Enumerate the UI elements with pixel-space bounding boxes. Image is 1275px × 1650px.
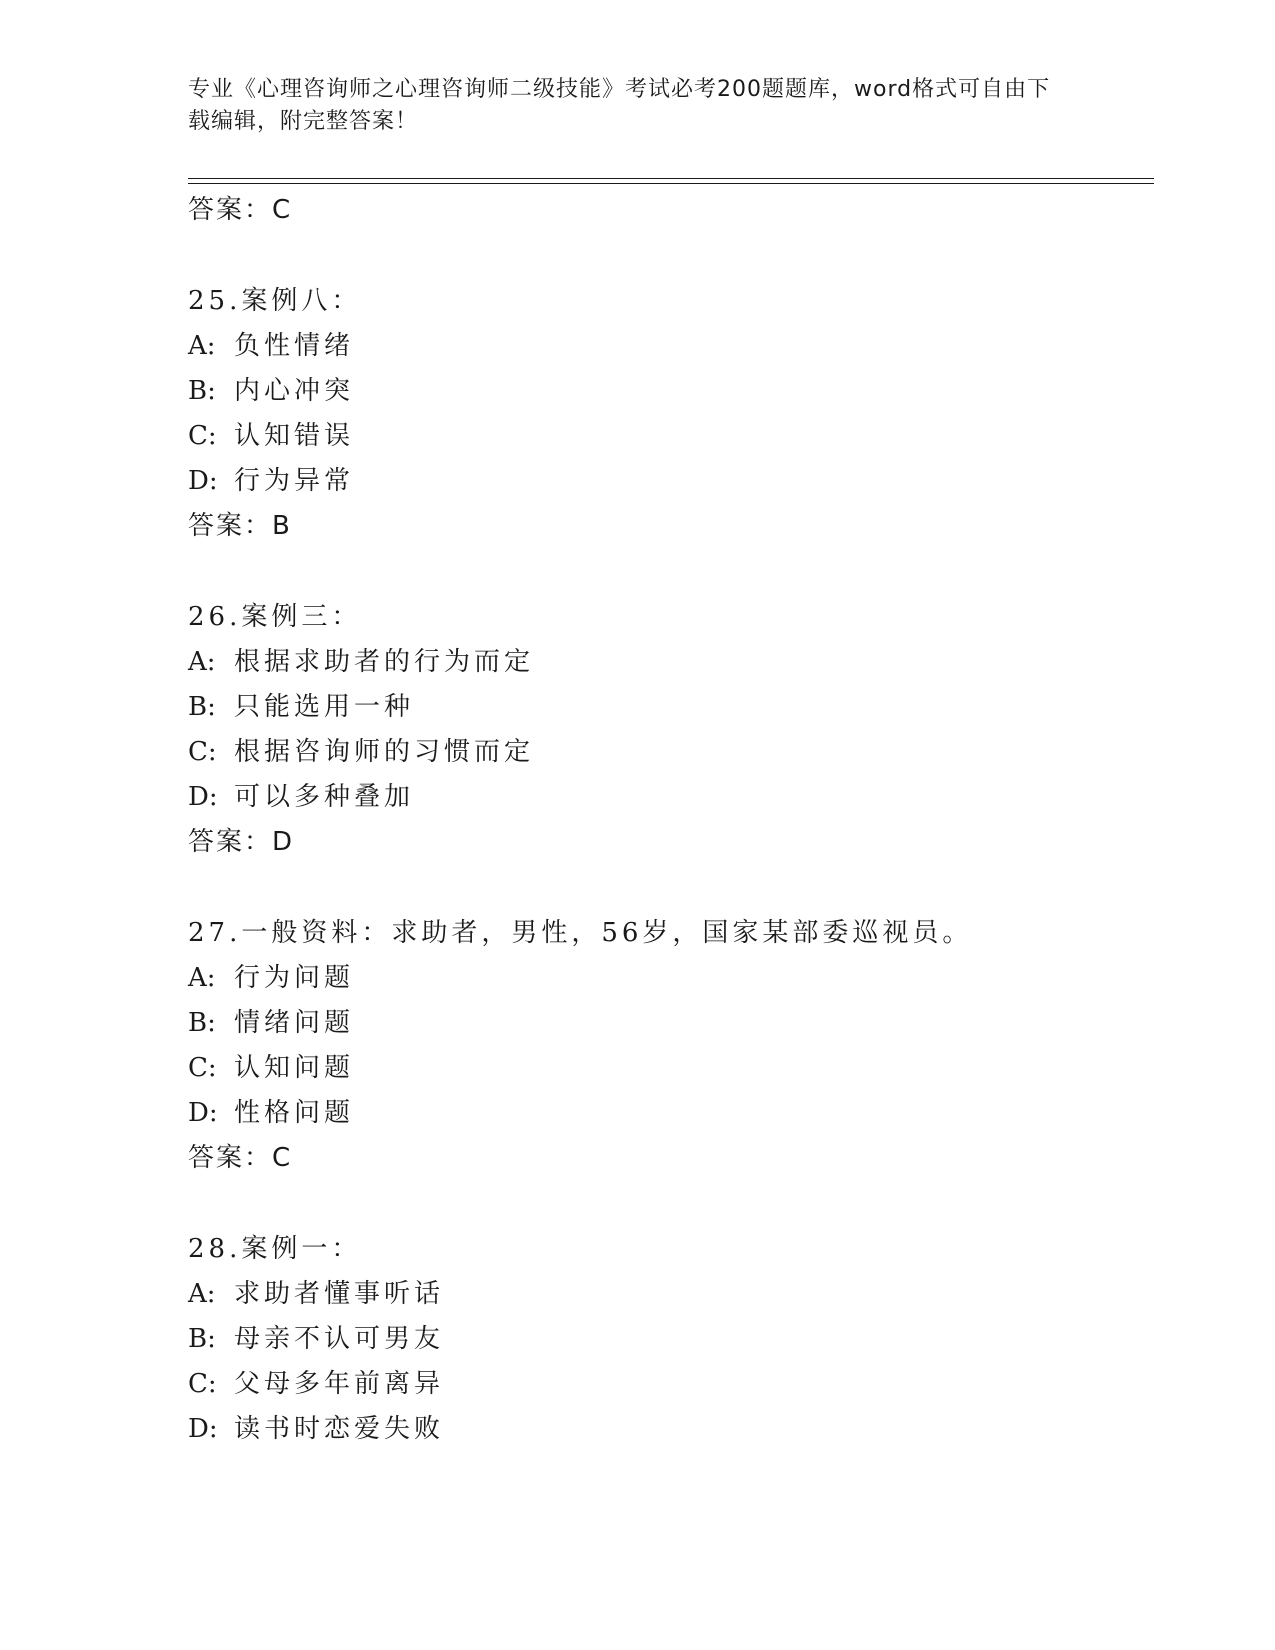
option-letter: C:: [188, 1053, 217, 1083]
option-text: 行为问题: [234, 963, 355, 993]
option-a: [188, 1272, 1148, 1317]
option-letter: B:: [188, 692, 216, 722]
option-letter: B:: [188, 1324, 216, 1354]
option-a: [188, 640, 1148, 685]
question-block: [188, 279, 1148, 549]
option-letter: A:: [188, 1279, 216, 1309]
option-d: [188, 459, 1148, 504]
option-a: [188, 324, 1148, 369]
header-divider-top: [188, 178, 1154, 179]
option-letter: B:: [188, 1008, 216, 1038]
question-block: [188, 911, 1148, 1181]
answer-line: 答案：D: [188, 827, 295, 857]
question-title: 27.一般资料：求助者，男性，56岁，国家某部委巡视员。: [188, 918, 973, 948]
option-letter: D:: [188, 466, 218, 496]
question-title: 26.案例三：: [188, 602, 362, 632]
option-text: 内心冲突: [234, 376, 355, 406]
option-c: [188, 730, 1148, 775]
option-text: 可以多种叠加: [234, 782, 415, 812]
option-text: 根据求助者的行为而定: [234, 647, 535, 677]
question-title: 25.案例八：: [188, 286, 362, 316]
option-b: [188, 1001, 1148, 1046]
option-letter: D:: [188, 1098, 218, 1128]
option-letter: B:: [188, 376, 216, 406]
option-text: 行为异常: [234, 466, 355, 496]
question-list: [188, 188, 1148, 1452]
option-text: 负性情绪: [234, 331, 355, 361]
answer-line: 答案：C: [188, 195, 293, 225]
option-text: 只能选用一种: [234, 692, 415, 722]
option-text: 性格问题: [234, 1098, 355, 1128]
option-b: [188, 1317, 1148, 1362]
option-text: 认知错误: [234, 421, 355, 451]
option-b: [188, 369, 1148, 414]
option-letter: C:: [188, 737, 217, 767]
option-text: 根据咨询师的习惯而定: [234, 737, 535, 767]
option-letter: A:: [188, 963, 216, 993]
option-letter: C:: [188, 421, 217, 451]
option-text: 父母多年前离异: [234, 1369, 445, 1399]
option-letter: D:: [188, 782, 218, 812]
option-b: [188, 685, 1148, 730]
option-text: 认知问题: [234, 1053, 355, 1083]
option-d: [188, 775, 1148, 820]
answer-line: 答案：C: [188, 1143, 293, 1173]
option-text: 求助者懂事听话: [234, 1279, 445, 1309]
question-title: 28.案例一：: [188, 1234, 362, 1264]
option-c: [188, 1046, 1148, 1091]
document-header: 专业《心理咨询师之心理咨询师二级技能》考试必考200题题库，word格式可自由下载编辑，附完整答案！: [188, 77, 1051, 134]
option-d: [188, 1091, 1148, 1136]
question-block: [188, 1227, 1148, 1452]
option-letter: A:: [188, 647, 216, 677]
answer-line: 答案：B: [188, 511, 292, 541]
option-text: 情绪问题: [234, 1008, 355, 1038]
option-a: [188, 956, 1148, 1001]
option-letter: D:: [188, 1414, 218, 1444]
option-text: 读书时恋爱失败: [234, 1414, 445, 1444]
question-block: [188, 595, 1148, 865]
option-text: 母亲不认可男友: [234, 1324, 445, 1354]
option-d: [188, 1407, 1148, 1452]
option-c: [188, 414, 1148, 459]
option-letter: C:: [188, 1369, 217, 1399]
header-divider-bottom: [188, 183, 1154, 184]
option-letter: A:: [188, 331, 216, 361]
option-c: [188, 1362, 1148, 1407]
